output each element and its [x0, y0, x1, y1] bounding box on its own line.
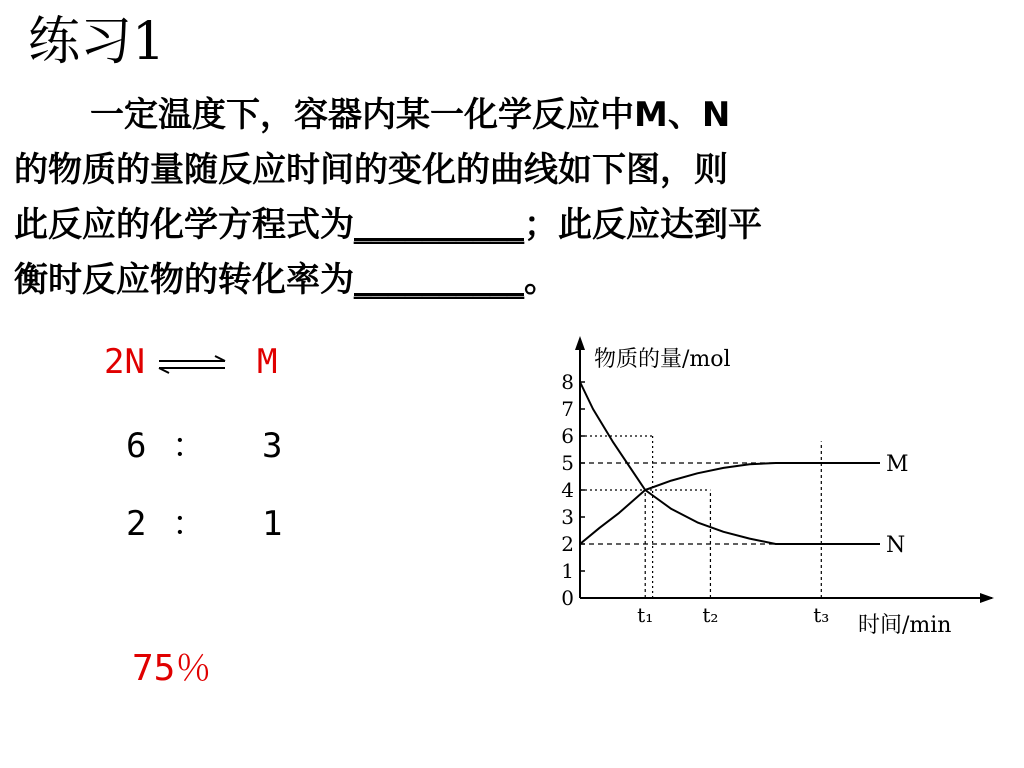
equation-product: M	[256, 342, 278, 382]
equilibrium-arrow-icon	[157, 340, 227, 388]
problem-line-4: 衡时反应物的转化率为__________。	[14, 260, 558, 300]
x-tick-label: t₁	[637, 603, 654, 627]
y-tick-label: 6	[561, 424, 574, 448]
y-tick-label: 3	[561, 505, 574, 529]
slide-title: 练习1	[28, 12, 166, 72]
problem-line-1: 一定温度下，容器内某一化学反应中M、N	[90, 95, 731, 135]
ratio-row-moles-changed: 6 ： 3	[126, 426, 283, 466]
problem-line-3: 此反应的化学方程式为__________；此反应达到平	[14, 205, 762, 245]
series-label-M: M	[886, 452, 909, 477]
y-tick-label: 8	[561, 370, 574, 394]
series-label-N: N	[886, 533, 906, 558]
x-tick-label: t₂	[702, 603, 719, 627]
x-axis-label: 时间/min	[858, 613, 952, 638]
chemical-equation	[104, 338, 277, 388]
y-tick-label: 5	[561, 451, 574, 475]
equation-reactant: 2N	[104, 342, 145, 382]
ratio-row-simplified: 2 ： 1	[126, 504, 283, 544]
x-tick-label: t₃	[813, 603, 830, 627]
series-line-M	[580, 463, 880, 544]
problem-text	[14, 88, 1004, 308]
y-axis-label: 物质的量/mol	[594, 347, 731, 372]
conversion-answer: 75％	[132, 648, 212, 689]
y-tick-label: 7	[561, 397, 574, 421]
y-tick-label: 4	[561, 478, 574, 502]
y-tick-label: 2	[561, 532, 574, 556]
y-axis-arrow-icon	[575, 336, 585, 350]
y-tick-label: 1	[561, 559, 574, 583]
answer-blank-conversion: __________	[354, 260, 524, 300]
x-axis-arrow-icon	[980, 593, 994, 603]
y-tick-label: 0	[561, 586, 574, 610]
answer-blank-equation: __________	[354, 205, 524, 245]
amount-time-chart	[540, 330, 1000, 640]
problem-line-2: 的物质的量随反应时间的变化的曲线如下图，则	[14, 150, 728, 190]
